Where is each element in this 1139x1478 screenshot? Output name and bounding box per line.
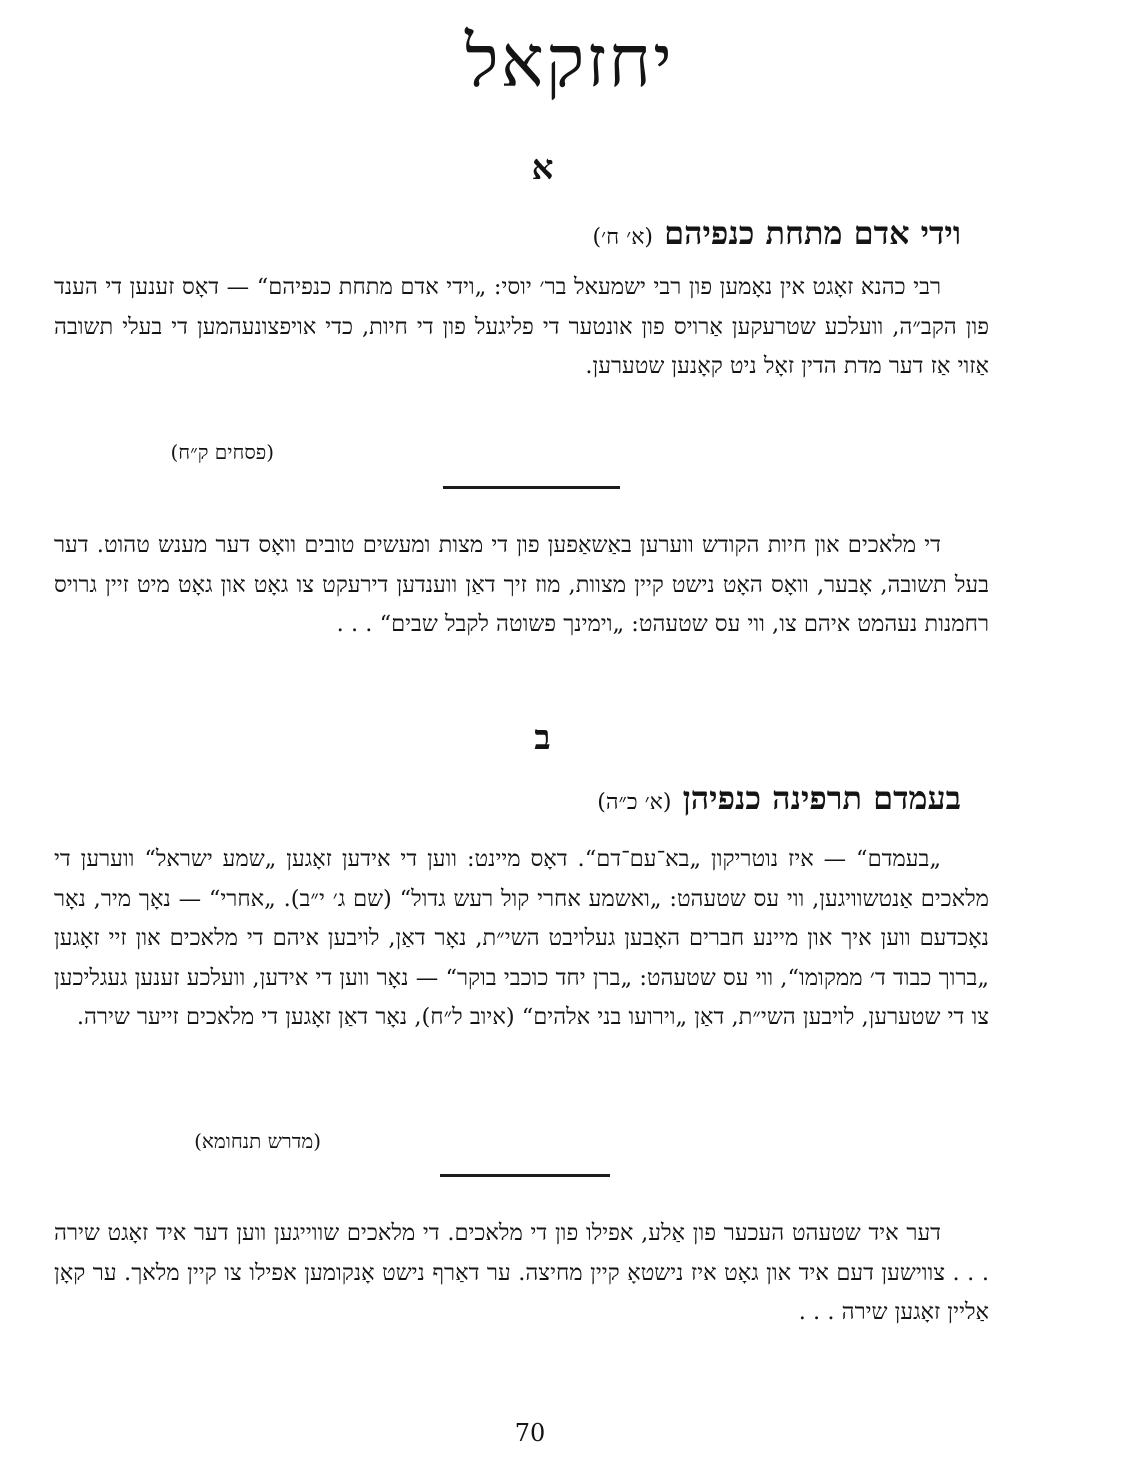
commentary-paragraph	[54, 1214, 989, 1333]
section-letter: ב	[534, 718, 551, 758]
paragraph-text: רבי כהנא זאָגט אין נאָמען פון רבי ישמעאל בר׳ יוסי: „וידי אדם מתחת כנפיהם“ — דאָס זענען די הענד פון הקב״ה, וועלכע שטרעקען אַרויס פון אונטער די פליגעל פון די חיות, כדי אויפצונעהמען די בעלי תשובה אַזוי אַז דער מדת הדין זאָל ניט קאָנען שטערען.	[54, 274, 989, 379]
commentary-text: דער איד שטעהט העכער פון אַלע, אפילו פון די מלאכים. די מלאכים שווייגען ווען דער איד זאָגט שירה . . . צווישען דעם איד און גאָט איז נישטאָ קיין מחיצה. ער דאַרף נישט אָנקומען אפילו צו קיין מלאך. ער קאָן אַליין זאָגען שירה . . .	[54, 1220, 989, 1325]
source-citation: (פסחים ק״ח)	[170, 440, 274, 464]
section-letter: א	[531, 148, 554, 188]
paragraph-text: „בעמדם“ — איז נוטריקון „בא־עם־דם“. דאָס מיינט: ווען די אידען זאָגען „שמע ישראל“ ווערען די מלאכים אַנטשוויגען, ווי עס שטעהט: „ואשמע אחרי קול רעש גדול“ (שם ג׳ י״ב). „אחרי“ — נאָך מיר, נאָר נאָכדעם ווען איך און מיינע חברים האָבען געלויבט השי״ת, נאָר דאַן, לויבען איהם די מלאכים און זיי זאָגען „ברוך כבוד ד׳ ממקומו“, ווי עס שטעהט: „ברן יחד כוכבי בוקר“ — נאָר ווען די אידען, וועלכע זענען געגליכען צו די שטערען, לויבען השי״ת, דאַן „וירועו בני אלהים“ (איוב ל״ח), נאָר דאַן זאָגען די מלאכים זייער שירה.	[54, 846, 989, 1030]
commentary-text: די מלאכים און חיות הקודש ווערען באַשאַפען פון די מצות ומעשים טובים וואָס דער מענש טהוט. דער בעל תשובה, אָבער, וואָס האָט נישט קיין מצוות, מוז זיך דאַן ווענדען דירעקט צו גאָט און גאָט מיט זיין גרויס רחמנות נעהמט איהם צו, ווי עס שטעהט: „וימינך פשוטה לקבל שבים“ . . .	[54, 532, 989, 637]
section-heading-text: וידי אדם מתחת כנפיהם	[664, 214, 961, 252]
book-title: יחזקאל	[465, 19, 674, 103]
section-heading-ref: (א׳ ח׳)	[592, 225, 654, 250]
page-number: 70	[514, 1419, 546, 1447]
section-paragraph	[54, 840, 989, 1038]
section-heading	[261, 777, 961, 824]
section-paragraph	[54, 268, 989, 387]
source-citation: (מדרש תנחומא)	[194, 1129, 321, 1153]
section-heading-ref: (א׳ כ״ה)	[597, 790, 672, 815]
section-divider	[443, 486, 620, 489]
commentary-paragraph	[54, 526, 989, 645]
section-heading-text: בעמדם תרפינה כנפיהן	[682, 779, 961, 817]
section-divider	[440, 1174, 610, 1177]
section-heading	[261, 212, 961, 259]
